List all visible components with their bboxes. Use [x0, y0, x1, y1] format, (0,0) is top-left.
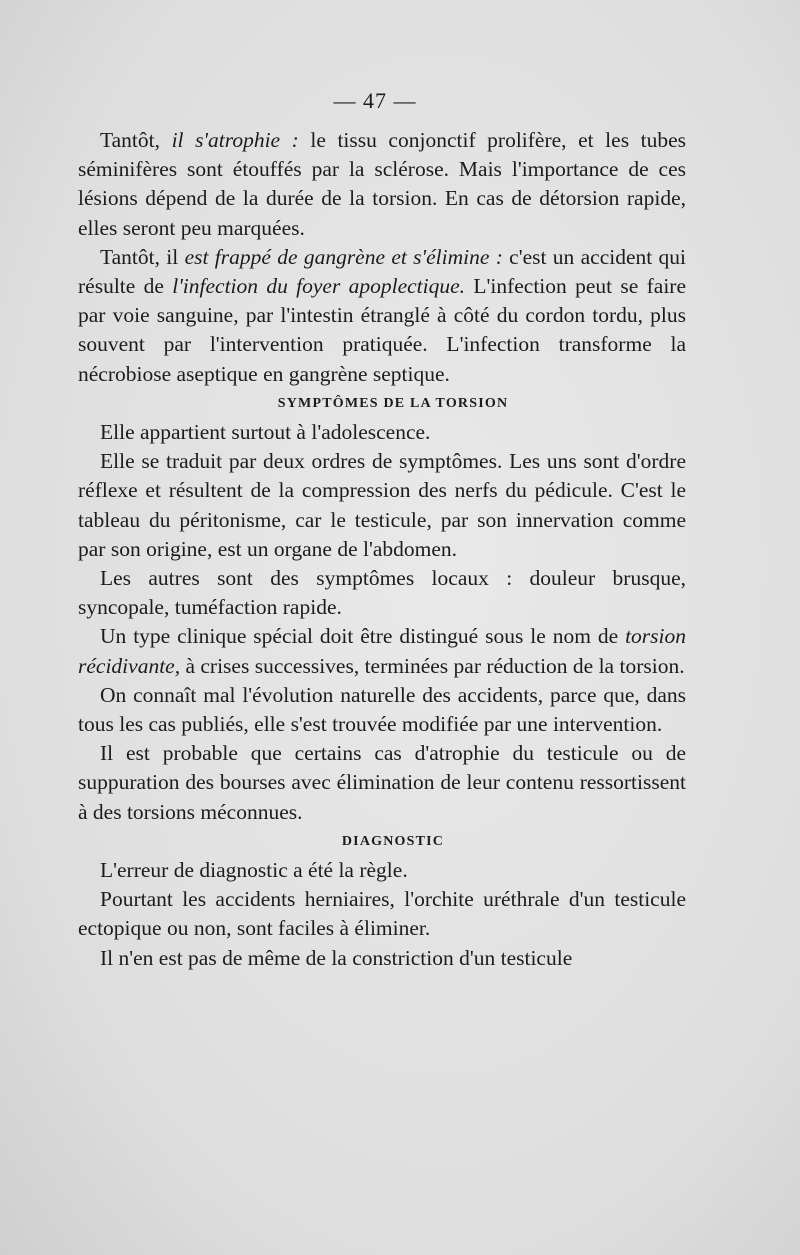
text-run: à crises successives, terminées par réduction de la torsion. [180, 653, 685, 678]
paragraph [78, 739, 686, 827]
paragraph [78, 564, 686, 622]
text-run: c'est un accident qui résulte de [78, 244, 687, 299]
section-heading-symptomes: SYMPTÔMES DE LA TORSION [277, 395, 509, 411]
text-run: Il n'en est pas de même de la constriction d'un testicule [100, 945, 573, 970]
italic-text-run: il s'atrophie : [171, 128, 299, 152]
text-run: On connaît mal l'évolution naturelle des accidents, parce que, dans tous les cas publiés, elle s'est trouvée modifiée par une intervention. [78, 682, 686, 737]
text-run: Tantôt, [100, 128, 172, 152]
paragraph [78, 418, 686, 447]
paragraph [78, 447, 686, 564]
text-run: Il est probable que certains cas d'atrophie du testicule ou de suppuration des bourses avec élimination de leur contenu ressortissent à des torsions méconnues. [78, 741, 686, 824]
paragraph [78, 622, 686, 680]
text-run: L'erreur de diagnostic a été la règle. [100, 858, 408, 883]
italic-text-run: est frappé de gangrène et s'élimine : [184, 244, 503, 269]
text-run: Les autres sont des symptômes locaux : douleur brusque, syncopale, tuméfaction rapide. [78, 566, 686, 620]
paragraph [78, 681, 686, 739]
page-number: — 47 — [333, 88, 417, 113]
paragraph [78, 856, 686, 885]
paragraph [78, 126, 686, 243]
italic-text-run: torsion récidivante, [78, 624, 686, 678]
text-run: Pourtant les accidents herniaires, l'orchite uréthrale d'un testicule ectopique ou non, sont faciles à éliminer. [78, 887, 686, 941]
section-symptomes [78, 418, 686, 827]
text-run: Elle se traduit par deux ordres de symptômes. Les uns sont d'ordre réflexe et résultent de la compression des nerfs du pédicule. C'est le tableau du péritonisme, car le testicule, par son innervation comme par son origine, est un organe de l'abdomen. [78, 449, 686, 561]
paragraph [78, 885, 686, 943]
section-diagnostic [78, 856, 686, 973]
section-heading-diagnostic: DIAGNOSTIC [341, 833, 445, 849]
italic-text-run: l'infection du foyer apoplectique. [172, 274, 466, 299]
text-run: Elle appartient surtout à l'adolescence. [100, 420, 431, 445]
text-run: le tissu conjonctif prolifère, et les tubes séminifères sont étouffés par la sclérose. Mais l'importance de ces lésions dépend de la durée de la torsion. En cas de détorsion rapide, elles seront peu marquées. [78, 128, 686, 240]
intro-paragraphs [78, 126, 686, 389]
text-run: Un type clinique spécial doit être distingué sous le nom de [100, 624, 626, 649]
text-run: L'infection peut se faire par voie sanguine, par l'intestin étranglé à côté du cordon tordu, plus souvent par l'intervention pratiquée. L'infection transforme la nécrobiose aseptique en gangrène septique. [78, 274, 686, 386]
body-text [78, 126, 686, 973]
paragraph [78, 944, 686, 973]
text-run: Tantôt, il [100, 244, 185, 269]
paragraph [78, 243, 686, 389]
